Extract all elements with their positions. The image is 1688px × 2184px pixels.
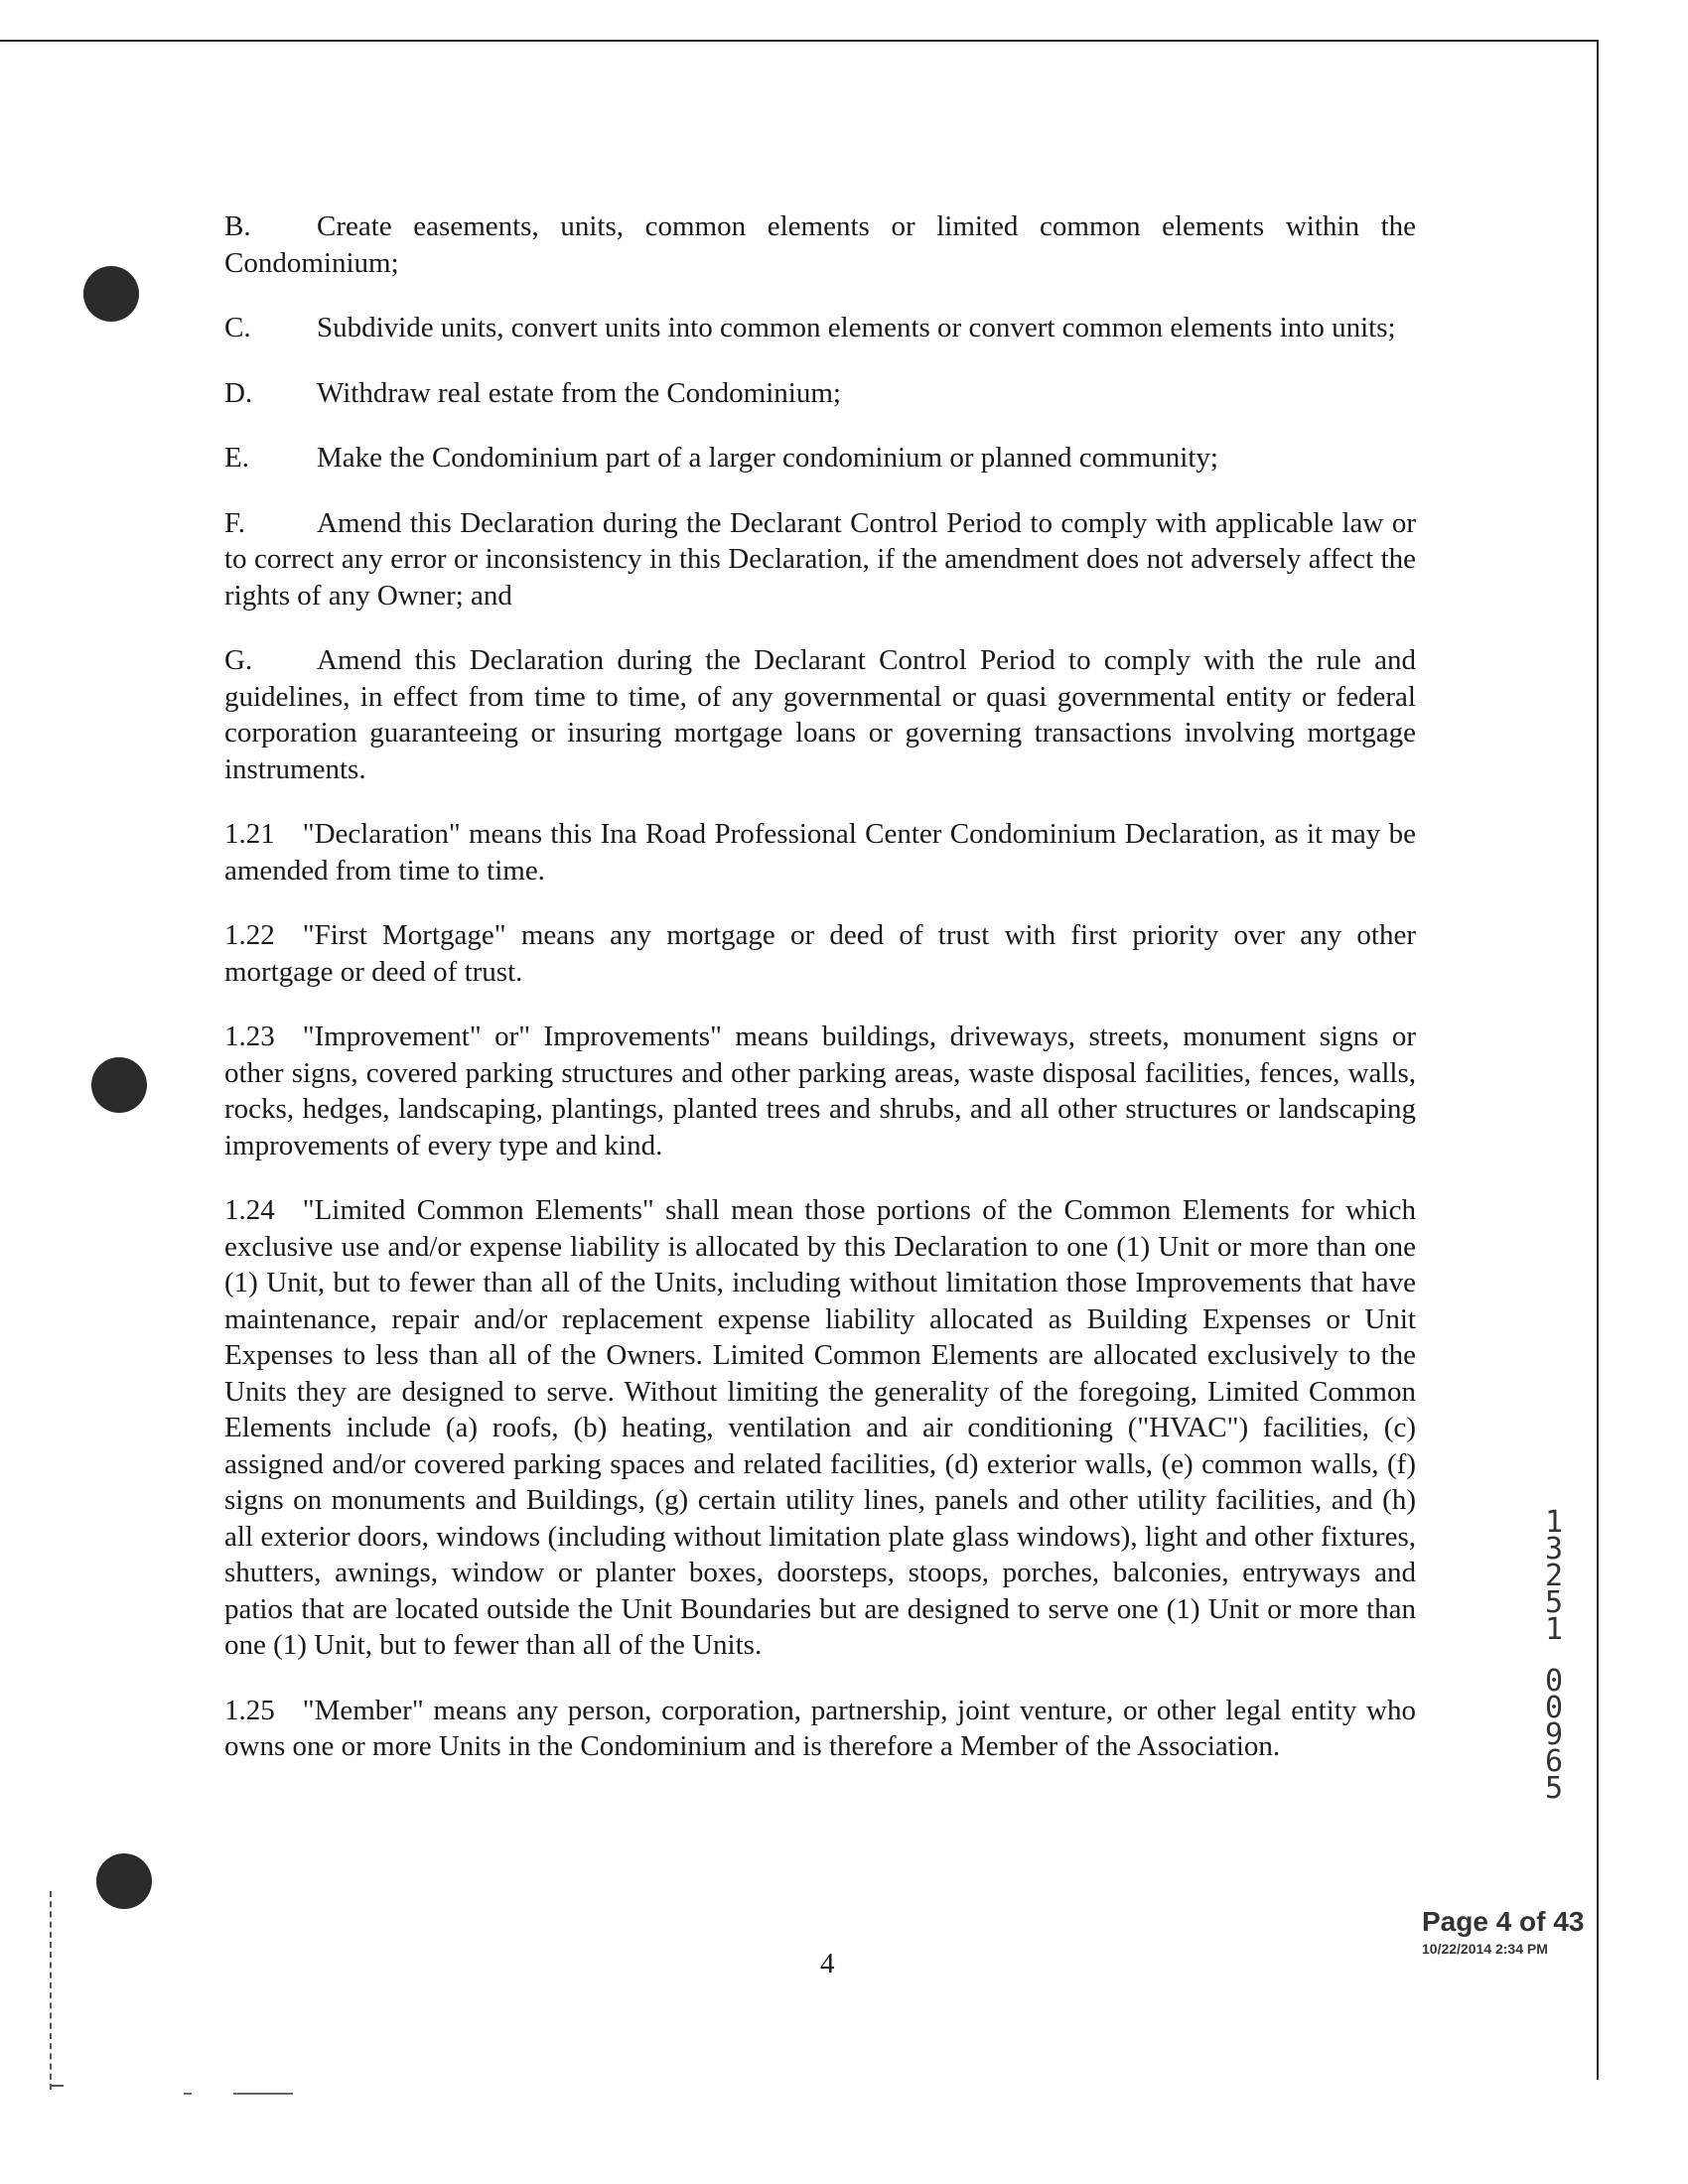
- scan-margin-marks: [50, 1891, 54, 2090]
- stamp-digit: 6: [1544, 1744, 1564, 1779]
- paragraph-label: B.: [224, 210, 251, 242]
- document-body: [224, 208, 1416, 1794]
- punch-hole-bottom: [96, 1853, 152, 1909]
- section-number: 1.21: [224, 818, 275, 850]
- section-text: "Member" means any person, corporation, partnership, joint venture, or other legal entity who owns one or more Units in the Condominium and is therefore a Member of the Association.: [224, 1694, 1416, 1762]
- section-1-25: [224, 1693, 1416, 1765]
- paragraph-label: G.: [224, 644, 253, 676]
- paragraph-c: [224, 310, 1416, 346]
- stamp-digit: 5: [1544, 1771, 1564, 1806]
- section-number: 1.24: [224, 1194, 275, 1226]
- paragraph-text: Subdivide units, convert units into common elements or convert common elements into units;: [317, 312, 1396, 343]
- punch-hole-middle: [91, 1057, 147, 1113]
- paragraph-e: [224, 440, 1416, 477]
- paragraph-label: C.: [224, 312, 251, 343]
- stamp-digit: 1: [1544, 1505, 1564, 1540]
- stamp-digit: 0: [1544, 1664, 1564, 1699]
- paragraph-label: F.: [224, 506, 246, 539]
- stamp-digit: 3: [1544, 1532, 1564, 1567]
- recording-datetime: 10/22/2014 2:34 PM: [1422, 1941, 1548, 1957]
- paragraph-text: Create easements, units, common elements or limited common elements within the Condominium;: [224, 210, 1416, 279]
- side-recording-stamp: [1534, 1505, 1574, 1806]
- paragraph-text: Amend this Declaration during the Declarant Control Period to comply with the rule and guidelines, in effect from time to time, of any governmental or quasi governmental entity or federal corporation guaranteeing or insuring mortgage loans or governing transactions involving mortgage instruments.: [224, 644, 1416, 785]
- paragraph-text: Amend this Declaration during the Declarant Control Period to comply with applicable law or to correct any error or inconsistency in this Declaration, if the amendment does not adversely affect the rights of any Owner; and: [224, 506, 1416, 612]
- stamp-digit: 2: [1544, 1559, 1564, 1593]
- section-1-22: [224, 917, 1416, 990]
- scan-corner-mark: [50, 2085, 64, 2087]
- section-text: "Declaration" means this Ina Road Professional Center Condominium Declaration, as it may be amended from time to time.: [224, 818, 1416, 887]
- paragraph-text: Withdraw real estate from the Condominium;: [317, 376, 841, 409]
- scan-bottom-dash: [184, 2093, 192, 2095]
- scan-border-top: [0, 40, 1599, 42]
- stamp-digit: 5: [1544, 1585, 1564, 1620]
- page-number: 4: [820, 1948, 835, 1979]
- section-text: "Limited Common Elements" shall mean those portions of the Common Elements for which exclusive use and/or expense liability is allocated by this Declaration to one (1) Unit or more than one (1) Unit, but to fewer than all of the Units, including without limitation those Improvements that have maintenance, repair and/or replacement expense liability allocated as Building Expenses or Unit Expenses to less than all of the Owners. Limited Common Elements are allocated exclusively to the Units they are designed to serve. Without limiting the generality of the foregoing, Limited Common Elements include (a) roofs, (b) heating, ventilation and air conditioning ("HVAC") facilities, (c) assigned and/or covered parking spaces and related facilities, (d) exterior walls, (e) common walls, (f) signs on monuments and Buildings, (g) certain utility lines, panels and other utility facilities, and (h) all exterior doors, windows (including without limitation plate glass windows), light and other fixtures, shutters, awnings, window or planter boxes, doorsteps, stoops, porches, balconies, entryways and patios that are located outside the Unit Boundaries but are designed to serve one (1) Unit or more than one (1) Unit, but to fewer than all of the Units.: [224, 1194, 1416, 1661]
- section-1-21: [224, 816, 1416, 888]
- section-text: "First Mortgage" means any mortgage or deed of trust with first priority over any other mortgage or deed of trust.: [224, 919, 1416, 988]
- section-number: 1.25: [224, 1694, 275, 1726]
- section-number: 1.23: [224, 1021, 275, 1052]
- scan-border-right: [1597, 40, 1599, 2080]
- paragraph-f: [224, 505, 1416, 614]
- section-text: "Improvement" or" Improvements" means buildings, driveways, streets, monument signs or other signs, covered parking structures and other parking areas, waste disposal facilities, fences, walls, rocks, hedges, landscaping, plantings, planted trees and shrubs, and all other structures or landscaping improvements of every type and kind.: [224, 1021, 1416, 1161]
- paragraph-b: [224, 208, 1416, 281]
- paragraph-label: D.: [224, 376, 253, 409]
- paragraph-text: Make the Condominium part of a larger condominium or planned community;: [317, 442, 1218, 474]
- section-number: 1.22: [224, 919, 275, 951]
- stamp-digit: 1: [1544, 1612, 1564, 1647]
- page-count-stamp: Page 4 of 43: [1422, 1906, 1585, 1937]
- section-1-23: [224, 1019, 1416, 1163]
- paragraph-d: [224, 375, 1416, 412]
- stamp-digit: 9: [1544, 1717, 1564, 1752]
- punch-hole-top: [83, 266, 139, 322]
- paragraph-g: [224, 642, 1416, 787]
- paragraph-label: E.: [224, 442, 249, 474]
- section-1-24: [224, 1192, 1416, 1664]
- stamp-digit: 0: [1544, 1691, 1564, 1725]
- scan-bottom-dash: [233, 2093, 293, 2095]
